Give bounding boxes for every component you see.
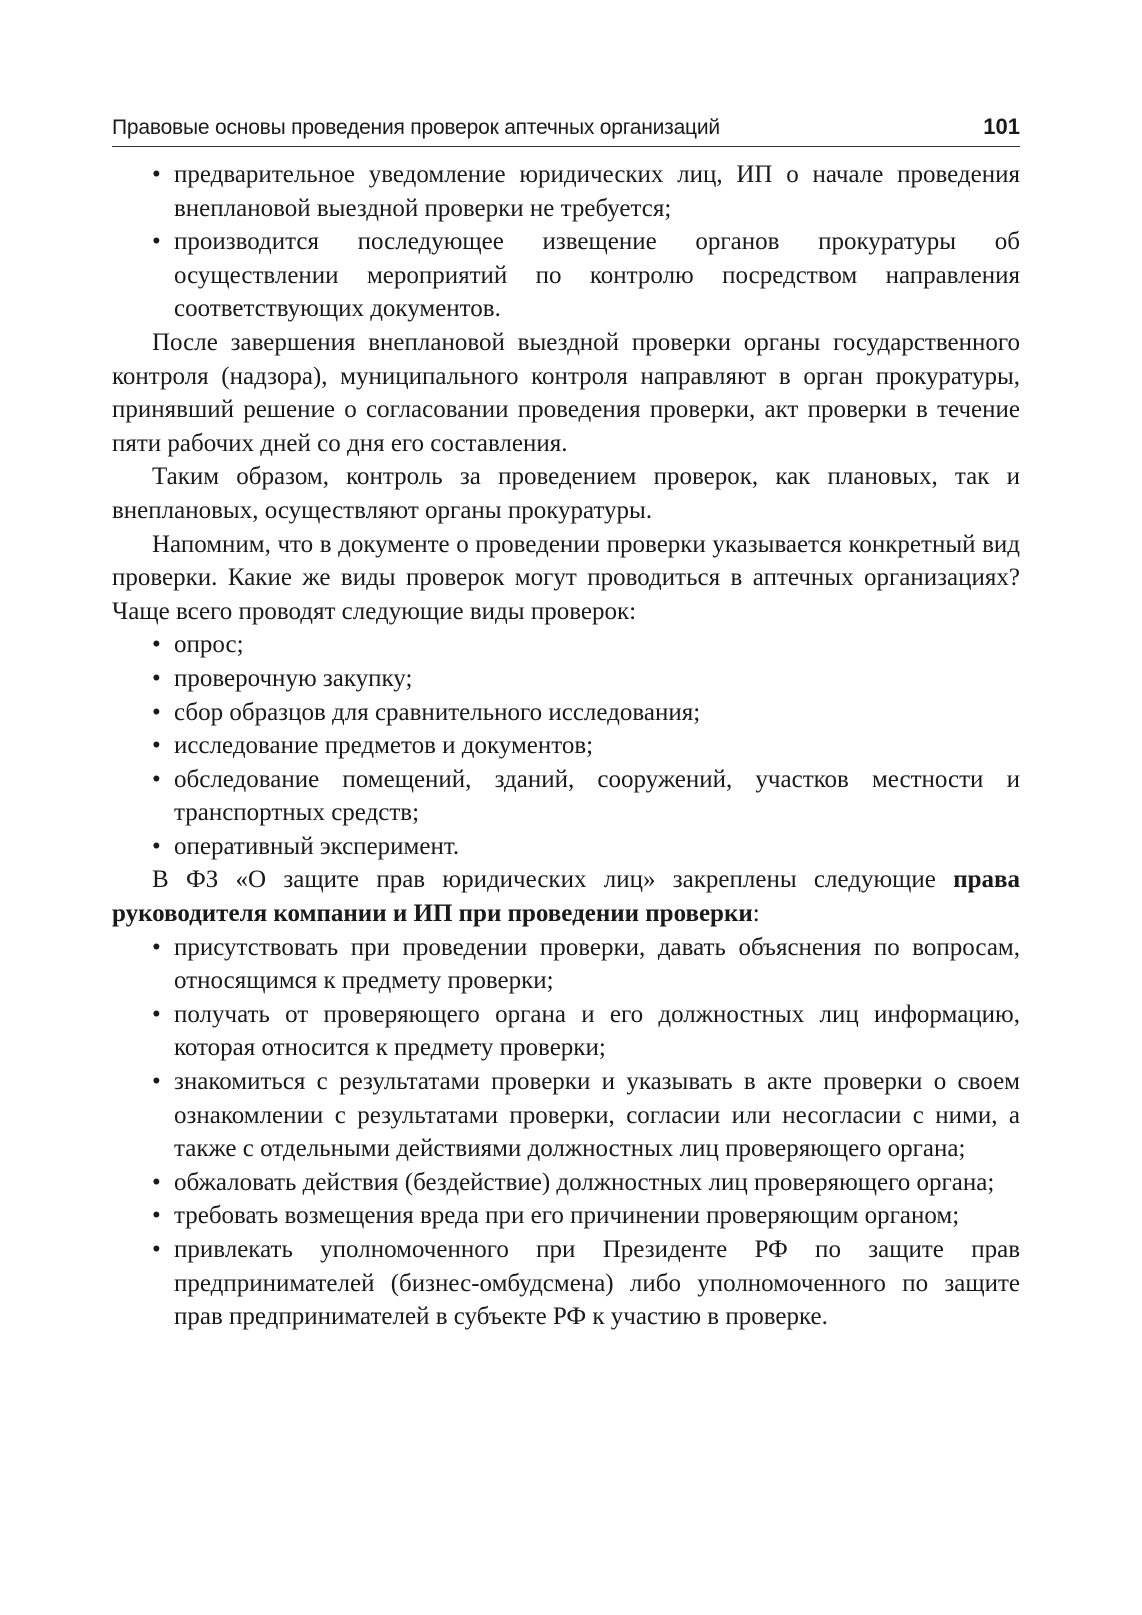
paragraph: Напомним, что в документе о проведении проверки указывается конкретный вид проверки. Какие же виды проверок могут проводиться в аптечных организациях? Чаще всего проводят следующие виды проверок: bbox=[112, 530, 1020, 625]
bullet-icon: • bbox=[152, 933, 161, 961]
bullet-icon: • bbox=[152, 765, 161, 793]
list-item: • привлекать уполномоченного при Президенте РФ по защите прав предпринимателей (бизнес-омбудсмена) либо уполномоченного по защите прав предпринимателей в субъекте РФ к участию в проверке. bbox=[112, 1233, 1020, 1334]
list-item: • требовать возмещения вреда при его причинении проверяющим органом; bbox=[112, 1199, 1020, 1233]
bullet-icon: • bbox=[152, 1236, 161, 1263]
list-item: • сбор образцов для сравнительного исследования; bbox=[112, 696, 1020, 730]
list-item: • знакомиться с результатами проверки и указывать в акте проверки о своем ознакомлении с результатами проверки, согласии или несогласии с ними, а также с отдельными действиями должностных лиц проверяющего органа; bbox=[112, 1065, 1020, 1166]
bullet-list-inspection-types bbox=[112, 628, 1020, 863]
paragraph: После завершения внеплановой выездной проверки органы государственного контроля (надзора), муниципального контроля направляют в орган прокуратуры, принявший решение о согласовании проведения проверки, акт проверки в течение пяти рабочих дней со дня его составления. bbox=[112, 328, 1020, 457]
running-header-title: Правовые основы проведения проверок аптечных организаций bbox=[112, 116, 720, 139]
bullet-icon: • bbox=[152, 664, 161, 692]
bullet-icon: • bbox=[152, 228, 161, 256]
list-item: • обжаловать действия (бездействие) должностных лиц проверяющего органа; bbox=[112, 1166, 1020, 1200]
paragraph: Таким образом, контроль за проведением проверок, как плановых, так и внеплановых, осуществляют органы прокуратуры. bbox=[112, 463, 1020, 524]
bullet-list-rights bbox=[112, 931, 1020, 1334]
list-item: • проверочную закупку; bbox=[112, 662, 1020, 696]
bullet-icon: • bbox=[152, 1202, 161, 1230]
list-item: • производится последующее извещение органов прокуратуры об осуществлении мероприятий по контролю посредством направления соответствующих документов. bbox=[112, 225, 1020, 326]
page-body bbox=[112, 158, 1020, 1334]
bullet-list-inspection-conditions bbox=[112, 158, 1020, 326]
bold-emphasis: права руководителя компании и ИП при проведении проверки bbox=[112, 866, 1020, 928]
bullet-icon: • bbox=[152, 1000, 161, 1028]
bullet-icon: • bbox=[152, 1168, 161, 1196]
bullet-icon: • bbox=[152, 631, 161, 659]
bullet-icon: • bbox=[152, 161, 161, 188]
list-item: • предварительное уведомление юридических лиц, ИП о начале проведения внеплановой выездной проверки не требуется; bbox=[112, 158, 1020, 225]
list-item: • оперативный эксперимент. bbox=[112, 830, 1020, 864]
list-item: • получать от проверяющего органа и его должностных лиц информацию, которая относится к предмету проверки; bbox=[112, 998, 1020, 1065]
paragraph-rights-intro: В ФЗ «О защите прав юридических лиц» закреплены следующие права руководителя компании и ИП при проведении проверки: bbox=[112, 866, 1020, 928]
list-item: • опрос; bbox=[112, 628, 1020, 662]
list-item: • обследование помещений, зданий, сооружений, участков местности и транспортных средств; bbox=[112, 763, 1020, 830]
bullet-icon: • bbox=[152, 1068, 161, 1096]
bullet-icon: • bbox=[152, 732, 161, 760]
list-item: • исследование предметов и документов; bbox=[112, 729, 1020, 763]
list-item: • присутствовать при проведении проверки, давать объяснения по вопросам, относящимся к предмету проверки; bbox=[112, 931, 1020, 998]
page-number: 101 bbox=[983, 114, 1020, 139]
running-header bbox=[112, 108, 1020, 147]
bullet-icon: • bbox=[152, 832, 161, 860]
bullet-icon: • bbox=[152, 698, 161, 726]
